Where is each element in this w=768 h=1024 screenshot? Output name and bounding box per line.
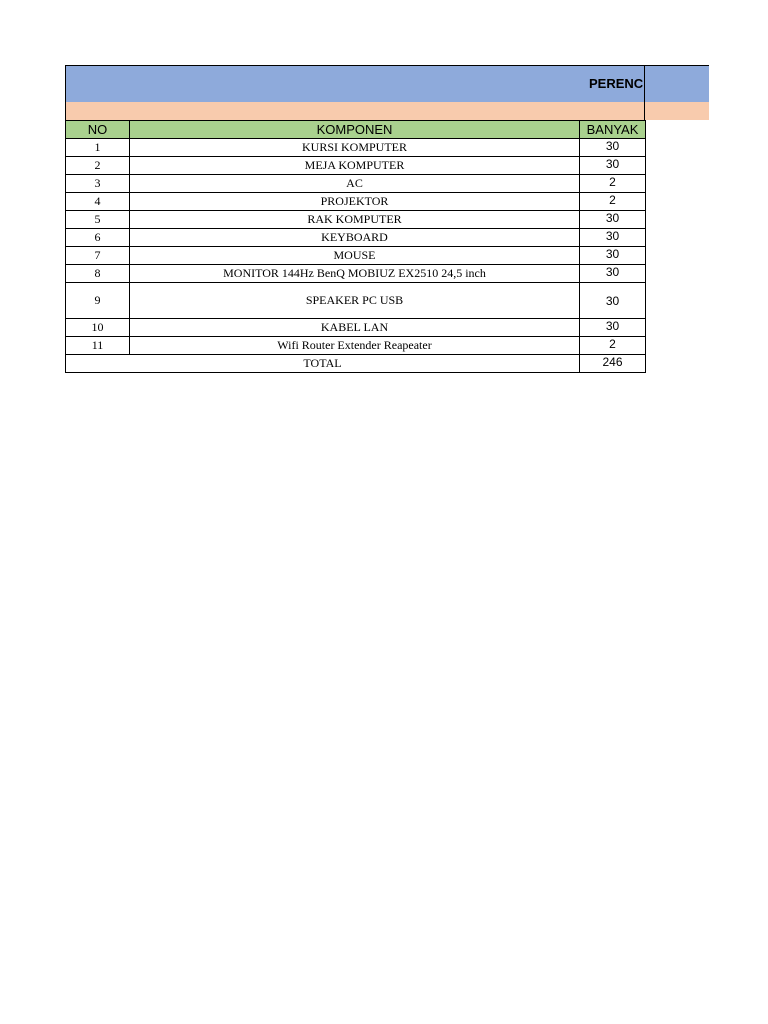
cell-quantity: 30 xyxy=(580,211,646,229)
cell-border xyxy=(644,65,645,102)
cell-no: 10 xyxy=(66,319,130,337)
cell-quantity: 30 xyxy=(580,229,646,247)
cell-quantity: 30 xyxy=(580,139,646,157)
cell-component: RAK KOMPUTER xyxy=(130,211,580,229)
cell-component: MEJA KOMPUTER xyxy=(130,157,580,175)
cell-quantity: 2 xyxy=(580,175,646,193)
cell-no: 2 xyxy=(66,157,130,175)
cell-no: 7 xyxy=(66,247,130,265)
cell-no: 1 xyxy=(66,139,130,157)
table-row xyxy=(66,211,646,229)
column-header-no: NO xyxy=(66,121,130,139)
cell-no: 11 xyxy=(66,337,130,355)
cell-component: KURSI KOMPUTER xyxy=(130,139,580,157)
cell-component: PROJEKTOR xyxy=(130,193,580,211)
cell-component: SPEAKER PC USB xyxy=(130,283,580,319)
table-row xyxy=(66,229,646,247)
component-table xyxy=(65,120,646,373)
table-row xyxy=(66,337,646,355)
cell-component: AC xyxy=(130,175,580,193)
cell-component: Wifi Router Extender Reapeater xyxy=(130,337,580,355)
cell-component: MONITOR 144Hz BenQ MOBIUZ EX2510 24,5 inch xyxy=(130,265,580,283)
cell-component: MOUSE xyxy=(130,247,580,265)
table-row xyxy=(66,193,646,211)
cell-no: 8 xyxy=(66,265,130,283)
table-row xyxy=(66,157,646,175)
table-row xyxy=(66,247,646,265)
column-header-component: KOMPONEN xyxy=(130,121,580,139)
cell-quantity: 30 xyxy=(580,265,646,283)
cell-quantity: 30 xyxy=(580,283,646,319)
sheet-title: PERENC xyxy=(589,76,644,91)
total-label: TOTAL xyxy=(66,355,580,373)
cell-no: 5 xyxy=(66,211,130,229)
cell-quantity: 30 xyxy=(580,247,646,265)
cell-component: KEYBOARD xyxy=(130,229,580,247)
subtitle-band xyxy=(65,102,709,120)
cell-quantity: 30 xyxy=(580,319,646,337)
cell-no: 9 xyxy=(66,283,130,319)
header-row xyxy=(66,121,646,139)
cell-quantity: 30 xyxy=(580,157,646,175)
cell-no: 6 xyxy=(66,229,130,247)
cell-quantity: 2 xyxy=(580,337,646,355)
table-row xyxy=(66,139,646,157)
cell-no: 4 xyxy=(66,193,130,211)
table-row xyxy=(66,319,646,337)
table-row xyxy=(66,283,646,319)
total-value: 246 xyxy=(580,355,646,373)
total-row xyxy=(66,355,646,373)
cell-component: KABEL LAN xyxy=(130,319,580,337)
cell-quantity: 2 xyxy=(580,193,646,211)
table-row xyxy=(66,265,646,283)
cell-border xyxy=(644,102,645,120)
table-row xyxy=(66,175,646,193)
column-header-quantity: BANYAK xyxy=(580,121,646,139)
cell-no: 3 xyxy=(66,175,130,193)
